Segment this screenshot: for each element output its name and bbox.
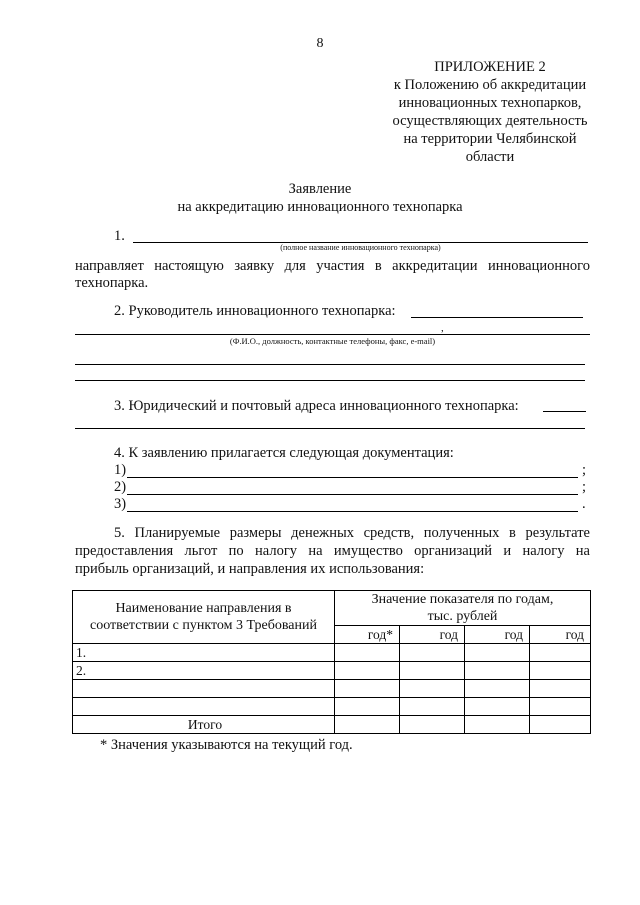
table-cell[interactable] bbox=[335, 680, 400, 698]
title-line: на аккредитацию инновационного технопарка bbox=[177, 199, 463, 215]
table-row bbox=[73, 644, 591, 662]
doc-item-end: ; bbox=[582, 479, 587, 495]
table-row-label: 1. bbox=[73, 644, 335, 662]
table-year-header: год bbox=[465, 626, 530, 644]
table-cell[interactable] bbox=[400, 644, 465, 662]
director-caption: (Ф.И.О., должность, контактные телефоны, факс, e-mail) bbox=[229, 336, 436, 346]
table-cell[interactable] bbox=[400, 662, 465, 680]
technopark-name-caption: (полное название инновационного технопарка) bbox=[280, 243, 441, 252]
table-total-row bbox=[73, 716, 591, 734]
table-cell[interactable] bbox=[465, 680, 530, 698]
doc-item-number: 3) bbox=[114, 496, 127, 512]
table-row-label bbox=[73, 698, 335, 716]
table-cell[interactable] bbox=[400, 716, 465, 734]
director-details-line-2[interactable] bbox=[75, 364, 585, 365]
table-header-direction: Наименование направления в соответствии с пунктом 3 Требований bbox=[73, 591, 335, 644]
section1-number: 1. bbox=[114, 228, 125, 244]
table-year-header: год bbox=[400, 626, 465, 644]
section1-text: технопарка. bbox=[75, 275, 149, 291]
doc-item-end: . bbox=[582, 496, 586, 512]
doc-item-number: 1) bbox=[114, 462, 127, 478]
table-cell[interactable] bbox=[400, 680, 465, 698]
table-cell[interactable] bbox=[530, 680, 591, 698]
table-cell[interactable] bbox=[465, 698, 530, 716]
title-line: Заявление bbox=[288, 181, 352, 197]
table-year-header: год* bbox=[335, 626, 400, 644]
table-cell[interactable] bbox=[530, 644, 591, 662]
table-cell[interactable] bbox=[530, 698, 591, 716]
table-row bbox=[73, 698, 591, 716]
table-cell[interactable] bbox=[335, 698, 400, 716]
table-cell[interactable] bbox=[335, 662, 400, 680]
director-details-field[interactable] bbox=[75, 334, 590, 335]
table-row-label bbox=[73, 680, 335, 698]
address-line-2[interactable] bbox=[75, 428, 585, 429]
doc-item-field[interactable] bbox=[127, 511, 578, 512]
section4-label: 4. К заявлению прилагается следующая документация: bbox=[114, 445, 454, 461]
table-cell[interactable] bbox=[400, 698, 465, 716]
document-title bbox=[0, 180, 640, 216]
footnote: * Значения указываются на текущий год. bbox=[100, 737, 353, 753]
table-cell[interactable] bbox=[335, 644, 400, 662]
doc-item-end: ; bbox=[582, 462, 587, 478]
table-header-values: Значение показателя по годам, тыс. рублей bbox=[335, 591, 591, 626]
appendix-title: ПРИЛОЖЕНИЕ 2 bbox=[434, 59, 546, 75]
table-cell[interactable] bbox=[465, 662, 530, 680]
doc-item-field[interactable] bbox=[127, 494, 578, 495]
appendix-line: инновационных технопарков, bbox=[398, 95, 582, 111]
table-row-label: 2. bbox=[73, 662, 335, 680]
section3-label: 3. Юридический и почтовый адреса инновационного технопарка: bbox=[114, 398, 519, 414]
table-cell[interactable] bbox=[465, 644, 530, 662]
section5-text: 5. Планируемые размеры денежных средств, полученных в результате bbox=[114, 525, 590, 541]
table-total-label: Итого bbox=[73, 716, 335, 734]
funds-table bbox=[72, 590, 591, 734]
section2-comma: , bbox=[441, 322, 444, 334]
section1-text: направляет настоящую заявку для участия в аккредитации инновационного bbox=[75, 258, 590, 274]
appendix-header bbox=[380, 58, 600, 166]
doc-item-number: 2) bbox=[114, 479, 127, 495]
table-row bbox=[73, 662, 591, 680]
table-row bbox=[73, 680, 591, 698]
appendix-line: области bbox=[465, 149, 515, 165]
table-year-header: год bbox=[530, 626, 591, 644]
table-cell[interactable] bbox=[530, 662, 591, 680]
page-number: 8 bbox=[316, 36, 324, 51]
address-field[interactable] bbox=[543, 411, 586, 412]
section5-text: предоставления льгот по налогу на имущество организаций и налогу на bbox=[75, 543, 590, 559]
section2-label: 2. Руководитель инновационного технопарка: bbox=[114, 303, 396, 319]
appendix-line: к Положению об аккредитации bbox=[393, 77, 587, 93]
director-details-line-3[interactable] bbox=[75, 380, 585, 381]
section5-text: прибыль организаций, и направления их использования: bbox=[75, 561, 425, 577]
table-cell[interactable] bbox=[465, 716, 530, 734]
table-cell[interactable] bbox=[335, 716, 400, 734]
appendix-line: на территории Челябинской bbox=[403, 131, 577, 147]
doc-item-field[interactable] bbox=[127, 477, 578, 478]
appendix-line: осуществляющих деятельность bbox=[392, 113, 588, 129]
table-cell[interactable] bbox=[530, 716, 591, 734]
director-field[interactable] bbox=[411, 317, 583, 318]
